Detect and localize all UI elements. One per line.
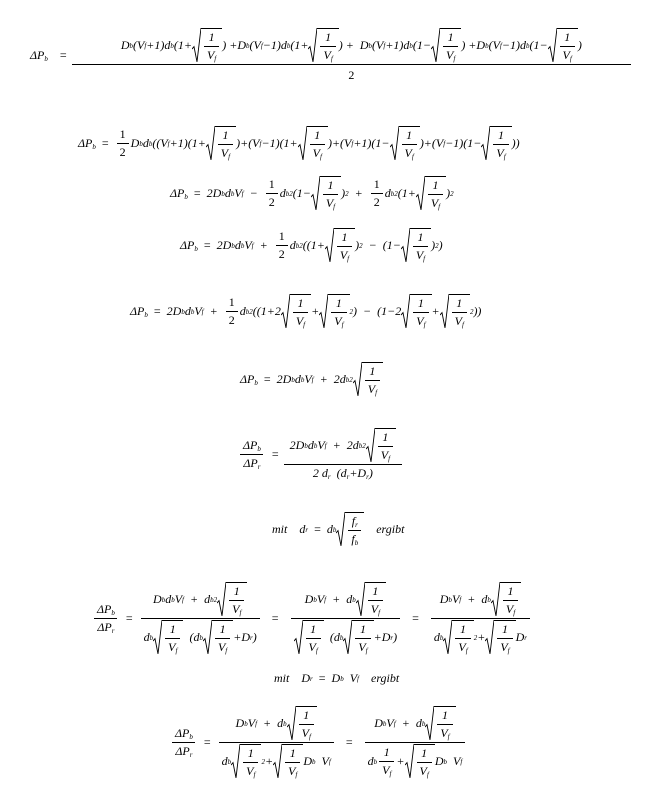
equation-2: $\Delta P_b$ = $\frac{1}{2}$ D b d b ((V f +1)(1+ $\frac{1}{V_f}$ )+(V f −1)(1+ $\frac{1}{V_f}$ )+(V f +1)(1− $\frac{1}{V_f}$ )+(V f −1)(1− $\frac{1}{V_f}$ )): [78, 127, 520, 161]
equation-3: $\Delta P_b$ = 2D b d b V f − $\frac{1}{2}$ d b 2 (1− $\frac{1}{V_f}$ ) 2 + $\frac{1}{2}$ d b 2 (1+ $\frac{1}{V_f}$ ) 2: [170, 177, 454, 211]
equation-7: $\frac{\Delta P_b}{\Delta P_r}$ = 2D b d b V f + 2d b 2 $\frac{1}{V_f}$ 2 $d_r$ $(d_r+D_r)$: [238, 428, 401, 481]
equation-6: $\Delta P_b$ = 2D b d b V f + 2d b 2 $\frac{1}{V_f}$: [240, 362, 383, 397]
equation-1: $\Delta P_b$ = D b (V f +1)d b (1+ $\frac{1}{V_f}$ ) +D b (V f −1)d b (1+ $\frac{1}{V_f}$ ) + D b (V f +1)d b (1− $\frac{1}{V_f}$ ) +D b (V f −1)d b (1− $\frac{1}{V_f}$ ) 2: [30, 28, 630, 83]
equation-4: $\Delta P_b$ = 2D b d b V f + $\frac{1}{2}$ d b 2 ((1+ $\frac{1}{V_f}$ ) 2 − (1− $\frac{1}{V_f}$ ) 2 ): [180, 229, 443, 263]
eq1-fraction: D b (V f +1)d b (1+ $\frac{1}{V_f}$ ) +D b (V f −1)d b (1+ $\frac{1}{V_f}$ ) + D b (V f +1)d b (1− $\frac{1}{V_f}$ ) +D b (V f −1)d b (1− $\frac{1}{V_f}$ ) 2: [75, 28, 628, 83]
equation-11: $\frac{\Delta P_b}{\Delta P_r}$ = D b V f + d b $\frac{1}{V_f}$ d b $\frac{1}{V_f}$ 2 + $\frac{1}{V_f}$ D b V f = D b V f + d b $\frac{1}{V_f}$ d b $\frac{1}{V_f}$ + $\frac{1}{V_f}$ D b V f: [170, 706, 467, 779]
eq1-lhs: $\Delta P_b$: [30, 48, 48, 63]
equation-9: $\frac{\Delta P_b}{\Delta P_r}$ = D b d b V f + d b 2 $\frac{1}{V_f}$ d b $\frac{1}{V_f}$ (d b $\frac{1}{V_f}$ +D r ) = D b V f + d b $\frac{1}{V_f}$ $\frac{1}{V_f}$ (d b $\frac{1}{V_f}$ +D r ) = D b V f + d b $\frac{1}{V_f}$ d b $\frac{1}{V_f}$ 2 + $\frac{1}{V_f}$ D r: [92, 582, 532, 655]
equation-8: mit d r = d b $\frac{f_r}{f_b}$ ergibt: [272, 514, 405, 547]
equation-10: mit D r = D b V f ergibt: [274, 671, 400, 685]
equation-5: $\Delta P_b$ = 2D b d b V f + $\frac{1}{2}$ d b 2 ((1+2 $\frac{1}{V_f}$ + $\frac{1}{V_f}$ 2 ) − (1−2 $\frac{1}{V_f}$ + $\frac{1}{V_f}$ 2 )): [130, 295, 482, 329]
